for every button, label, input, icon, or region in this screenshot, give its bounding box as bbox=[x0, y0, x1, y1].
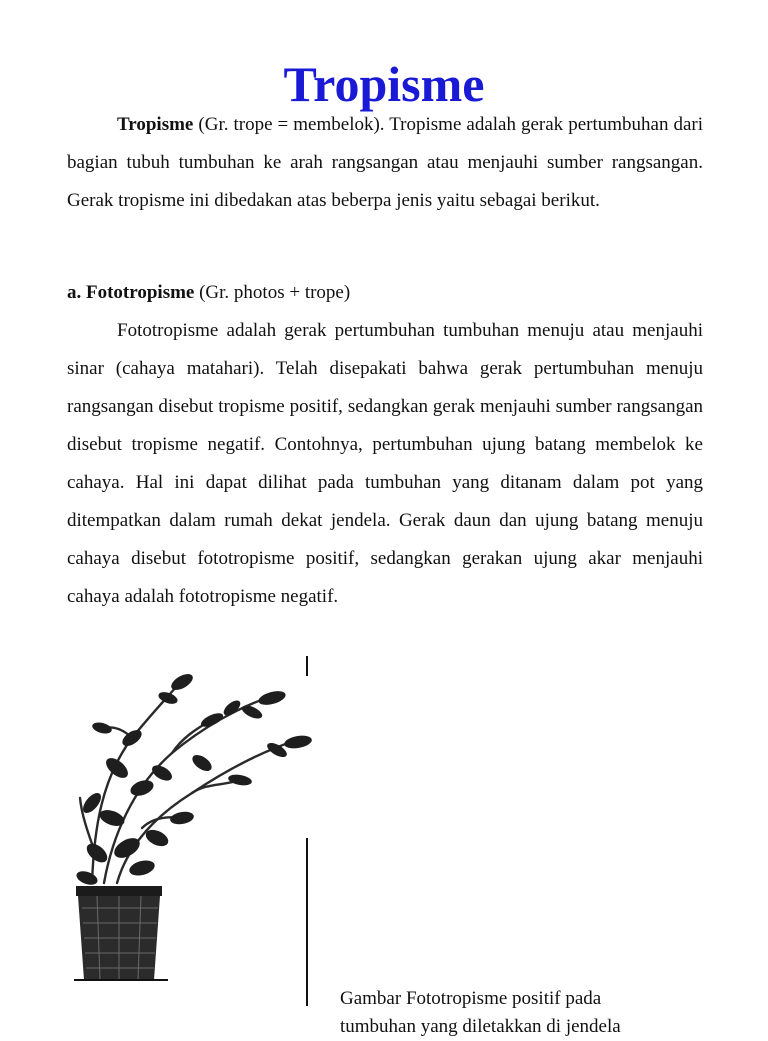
plant-in-pot-illustration bbox=[72, 668, 317, 988]
window-marker-bottom bbox=[306, 838, 308, 1006]
section-a-body: Fototropisme adalah gerak pertumbuhan tumbuhan menuju atau menjauhi sinar (cahaya matahari). Telah disepakati bahwa gerak pertumbuhan menuju rangsangan disebut tropisme positif, sedangkan gerak menjauhi sumber rangsangan disebut tropisme negatif. Contohnya, pertumbuhan ujung batang membelok ke cahaya. Hal ini dapat dilihat pada tumbuhan yang ditanam dalam pot yang ditempatkan dalam rumah dekat jendela. Gerak daun dan ujung batang menuju cahaya disebut fototropisme positif, sedangkan gerakan ujung akar menjauhi cahaya adalah fototropisme negatif. bbox=[67, 320, 703, 607]
page-title: Tropisme bbox=[283, 56, 485, 112]
section-a-heading bbox=[67, 277, 350, 309]
section-a-paragraph bbox=[67, 312, 703, 616]
intro-text: (Gr. trope = membelok). Tropisme adalah gerak pertumbuhan dari bagian tubuh tumbuhan ke arah rangsangan atau menjauhi sumber rangsangan. Gerak tropisme ini dibedakan atas beberpa jenis yaitu sebagai berikut. bbox=[67, 114, 704, 211]
figure-caption: Gambar Fototropisme positif pada tumbuhan yang diletakkan di jendela bbox=[340, 988, 621, 1037]
window-marker-top bbox=[306, 656, 308, 676]
intro-paragraph bbox=[67, 106, 703, 220]
intro-term: Tropisme bbox=[117, 114, 194, 135]
section-a-heading-rest: (Gr. photos + trope) bbox=[199, 282, 351, 303]
section-a-heading-bold: a. Fototropisme bbox=[67, 282, 195, 303]
